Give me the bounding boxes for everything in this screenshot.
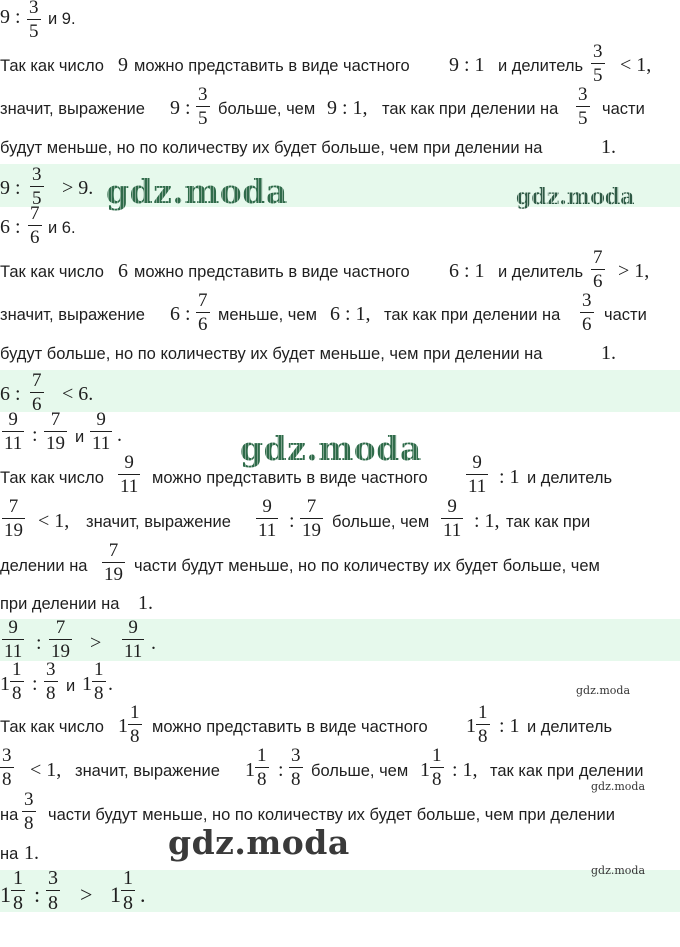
p2-and: и 6. <box>48 219 76 237</box>
p4-frac: 3 8 <box>2 745 12 790</box>
p3-frac: 9 11 <box>258 496 277 541</box>
p4-answer: : <box>34 882 41 907</box>
p1-text: части <box>602 100 645 118</box>
p3-and: и <box>75 428 85 446</box>
p4-text: значит, выражение <box>75 762 220 780</box>
watermark-logo: gdz.moda <box>591 864 646 877</box>
watermark-logo: gdz.moda <box>591 780 646 793</box>
p1-text: больше, чем <box>218 100 316 118</box>
p1-text: будут меньше, но по количеству их будет больше, чем при делении на <box>0 139 543 157</box>
p1-text: и делитель <box>498 57 584 75</box>
p4-frac: 3 8 <box>24 789 34 834</box>
p3-frac: 7 19 <box>104 540 123 585</box>
p2-math: 6 : 1 <box>449 260 485 282</box>
watermark-logo: gdz.moda <box>168 823 350 862</box>
p4-frac: 1 8 <box>130 702 140 747</box>
watermark-logo: gdz.moda <box>240 429 422 468</box>
p4-answer-frac: 1 8 <box>123 867 133 914</box>
p3-text: значит, выражение <box>86 513 231 531</box>
p2-answer-frac: 7 6 <box>32 370 42 415</box>
p4-answer: > <box>80 882 93 907</box>
p4-answer-frac: 3 8 <box>48 867 58 914</box>
p4-answer-highlight <box>0 867 680 914</box>
p3-answer: > <box>90 632 102 654</box>
p4-frac: 1 8 <box>257 745 267 790</box>
p4-text: можно представить в виде частного <box>152 718 428 736</box>
p4-text: на <box>0 845 19 863</box>
p2-math: 6 : 1, <box>330 303 371 325</box>
p2-math: 6 <box>118 260 128 282</box>
p2-text: и делитель <box>498 263 584 281</box>
p4-text: и делитель <box>527 718 613 736</box>
p3-answer: . <box>151 632 156 654</box>
p2-text: так как при делении на <box>384 306 561 324</box>
p1-expr: 9 : <box>0 6 21 28</box>
p3-math: . <box>117 424 122 446</box>
p4-answer: 1 <box>0 882 11 907</box>
p4-frac: 3 8 <box>291 745 301 790</box>
p3-math: : <box>289 510 295 532</box>
p4-frac: 1 8 <box>94 659 104 704</box>
p2-frac: 7 6 <box>30 203 40 248</box>
p1-math: 1. <box>601 136 616 158</box>
p4-answer: . <box>140 882 146 907</box>
p2-frac: 7 6 <box>198 290 208 335</box>
p4-text: Так как число <box>0 718 104 736</box>
p3-frac: 7 19 <box>46 409 65 454</box>
p3-math: 1. <box>138 592 153 614</box>
p3-frac: 9 11 <box>443 496 462 541</box>
p2-text: можно представить в виде частного <box>134 263 410 281</box>
p3-frac: 7 19 <box>302 496 321 541</box>
p2-frac: 7 6 <box>593 247 603 292</box>
p4-math: 1 <box>420 759 430 781</box>
p3-frac: 9 11 <box>468 452 487 497</box>
p1-math: 9 <box>118 54 128 76</box>
p2-math: 6 : <box>170 303 191 325</box>
p3-text: Так как число <box>0 469 104 487</box>
p3-frac: 9 11 <box>92 409 111 454</box>
p1-math: 9 : 1 <box>449 54 485 76</box>
p4-text: больше, чем <box>311 762 409 780</box>
p3-answer-frac: 9 11 <box>124 617 143 662</box>
watermark-logo: gdz.moda <box>516 184 635 210</box>
p4-math: : <box>32 673 38 695</box>
p3-text: при делении на <box>0 595 120 613</box>
p4-math: : 1 <box>499 715 520 737</box>
p1-text: можно представить в виде частного <box>134 57 410 75</box>
p4-frac: 1 8 <box>12 659 22 704</box>
p3-math: < 1, <box>38 510 70 532</box>
watermark-logo: gdz.moda <box>106 172 288 211</box>
p3-text: и делитель <box>527 469 613 487</box>
p3-frac: 7 19 <box>4 496 23 541</box>
p3-math: : 1 <box>499 466 520 488</box>
p2-text: меньше, чем <box>218 306 317 324</box>
p4-text: части будут меньше, но по количеству их будет больше, чем при делении <box>48 806 615 824</box>
p1-answer: > 9. <box>62 177 94 199</box>
p3-answer-highlight <box>0 619 680 661</box>
p1-math: < 1, <box>620 54 652 76</box>
p4-math: 1. <box>24 842 39 864</box>
p4-math: : <box>278 759 284 781</box>
p2-math: 1. <box>601 342 616 364</box>
p1-frac: 3 5 <box>578 84 588 129</box>
p3-text: больше, чем <box>332 513 430 531</box>
p1-text: Так как число <box>0 57 104 75</box>
p4-answer: 1 <box>110 882 121 907</box>
p3-frac: 9 11 <box>4 409 23 454</box>
p4-math: . <box>108 673 113 695</box>
p3-answer-frac: 7 19 <box>51 617 70 662</box>
p1-answer: 9 : <box>0 177 21 199</box>
p3-answer-frac: 9 11 <box>4 617 23 662</box>
p4-math: : 1, <box>452 759 478 781</box>
p2-text: будут больше, но по количеству их будет меньше, чем при делении на <box>0 345 543 363</box>
p2-answer: < 6. <box>62 383 94 405</box>
p4-frac: 3 8 <box>46 659 56 704</box>
p3-frac: 9 11 <box>120 452 139 497</box>
p4-math: 1 <box>0 673 10 695</box>
p1-frac: 3 5 <box>593 41 603 86</box>
p2-math: > 1, <box>618 260 650 282</box>
p1-frac: 3 5 <box>29 0 39 42</box>
p4-answer-frac: 1 8 <box>13 867 23 914</box>
p1-frac: 3 5 <box>198 84 208 129</box>
p3-text: можно представить в виде частного <box>152 469 428 487</box>
p1-math: 9 : <box>170 97 191 119</box>
p4-math: 1 <box>118 715 128 737</box>
p2-text: значит, выражение <box>0 306 145 324</box>
p3-text: части будут меньше, но по количеству их будет больше, чем <box>134 557 600 575</box>
p3-answer: : <box>36 632 42 654</box>
p4-text: на <box>0 806 19 824</box>
p3-math: : <box>32 424 38 446</box>
p1-and: и 9. <box>48 10 76 28</box>
p4-math: 1 <box>82 673 92 695</box>
p3-math: : 1, <box>474 510 500 532</box>
p2-answer-highlight <box>0 370 680 415</box>
p2-text: части <box>604 306 647 324</box>
p3-text: делении на <box>0 557 88 575</box>
p4-frac: 1 8 <box>478 702 488 747</box>
p2-answer: 6 : <box>0 383 21 405</box>
p1-text: значит, выражение <box>0 100 145 118</box>
p4-text: так как при делении <box>490 762 644 780</box>
p3-text: так как при <box>506 513 591 531</box>
p2-text: Так как число <box>0 263 104 281</box>
p4-frac: 1 8 <box>432 745 442 790</box>
p2-expr: 6 : <box>0 216 21 238</box>
p1-text: так как при делении на <box>382 100 559 118</box>
p4-math: 1 <box>466 715 476 737</box>
p1-math: 9 : 1, <box>327 97 368 119</box>
watermark-logo: gdz.moda <box>576 684 631 697</box>
p4-math: < 1, <box>30 759 62 781</box>
p2-frac: 3 6 <box>582 290 592 335</box>
p1-answer-frac: 3 5 <box>32 164 42 209</box>
p4-math: 1 <box>245 759 255 781</box>
p4-and: и <box>66 677 76 695</box>
